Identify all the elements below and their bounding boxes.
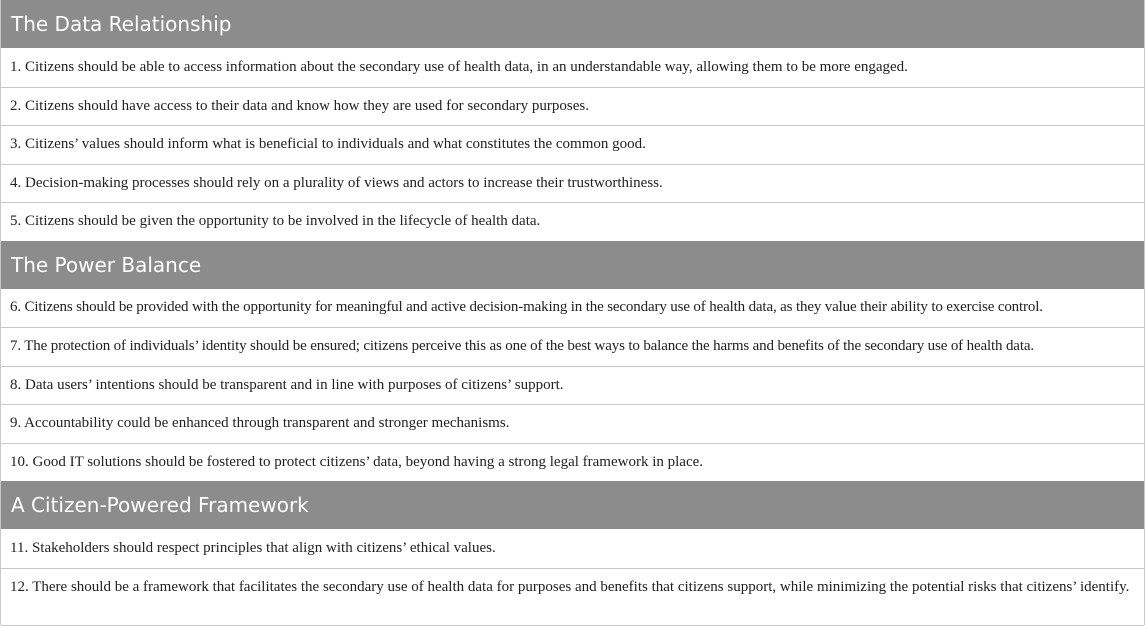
section-header-citizen-powered-framework: A Citizen-Powered Framework: [1, 481, 1144, 529]
table-row: 10. Good IT solutions should be fostered to protect citizens’ data, beyond having a strong legal framework in place.: [1, 443, 1144, 482]
section-header-power-balance: The Power Balance: [1, 241, 1144, 289]
table-row: 4. Decision-making processes should rely on a plurality of views and actors to increase their trustworthiness.: [1, 164, 1144, 203]
table-row: 12. There should be a framework that facilitates the secondary use of health data for purposes and benefits that citizens support, while minimizing the potential risks that citizens’ identify.: [1, 568, 1144, 626]
table-row: 11. Stakeholders should respect principles that align with citizens’ ethical values.: [10, 539, 496, 556]
table-row: 9. Accountability could be enhanced through transparent and stronger mechanisms.: [1, 404, 1144, 443]
table-row: 5. Citizens should be given the opportunity to be involved in the lifecycle of health data.: [1, 202, 1144, 241]
table-row: 1. Citizens should be able to access information about the secondary use of health data, in an understandable way, allowing them to be more engaged.: [10, 58, 908, 75]
section-header-data-relationship: The Data Relationship: [1, 0, 1144, 48]
table-row: 7. The protection of individuals’ identity should be ensured; citizens perceive this as one of the best ways to balance the harms and benefits of the secondary use of health data.: [1, 327, 1144, 366]
table-row: 8. Data users’ intentions should be transparent and in line with purposes of citizens’ support.: [1, 366, 1144, 405]
table-row: 3. Citizens’ values should inform what is beneficial to individuals and what constitutes the common good.: [1, 125, 1144, 164]
table-row: 2. Citizens should have access to their data and know how they are used for secondary purposes.: [1, 87, 1144, 126]
table-row: 6. Citizens should be provided with the opportunity for meaningful and active decision-making in the secondary use of health data, as they value their ability to exercise control.: [10, 299, 1043, 316]
